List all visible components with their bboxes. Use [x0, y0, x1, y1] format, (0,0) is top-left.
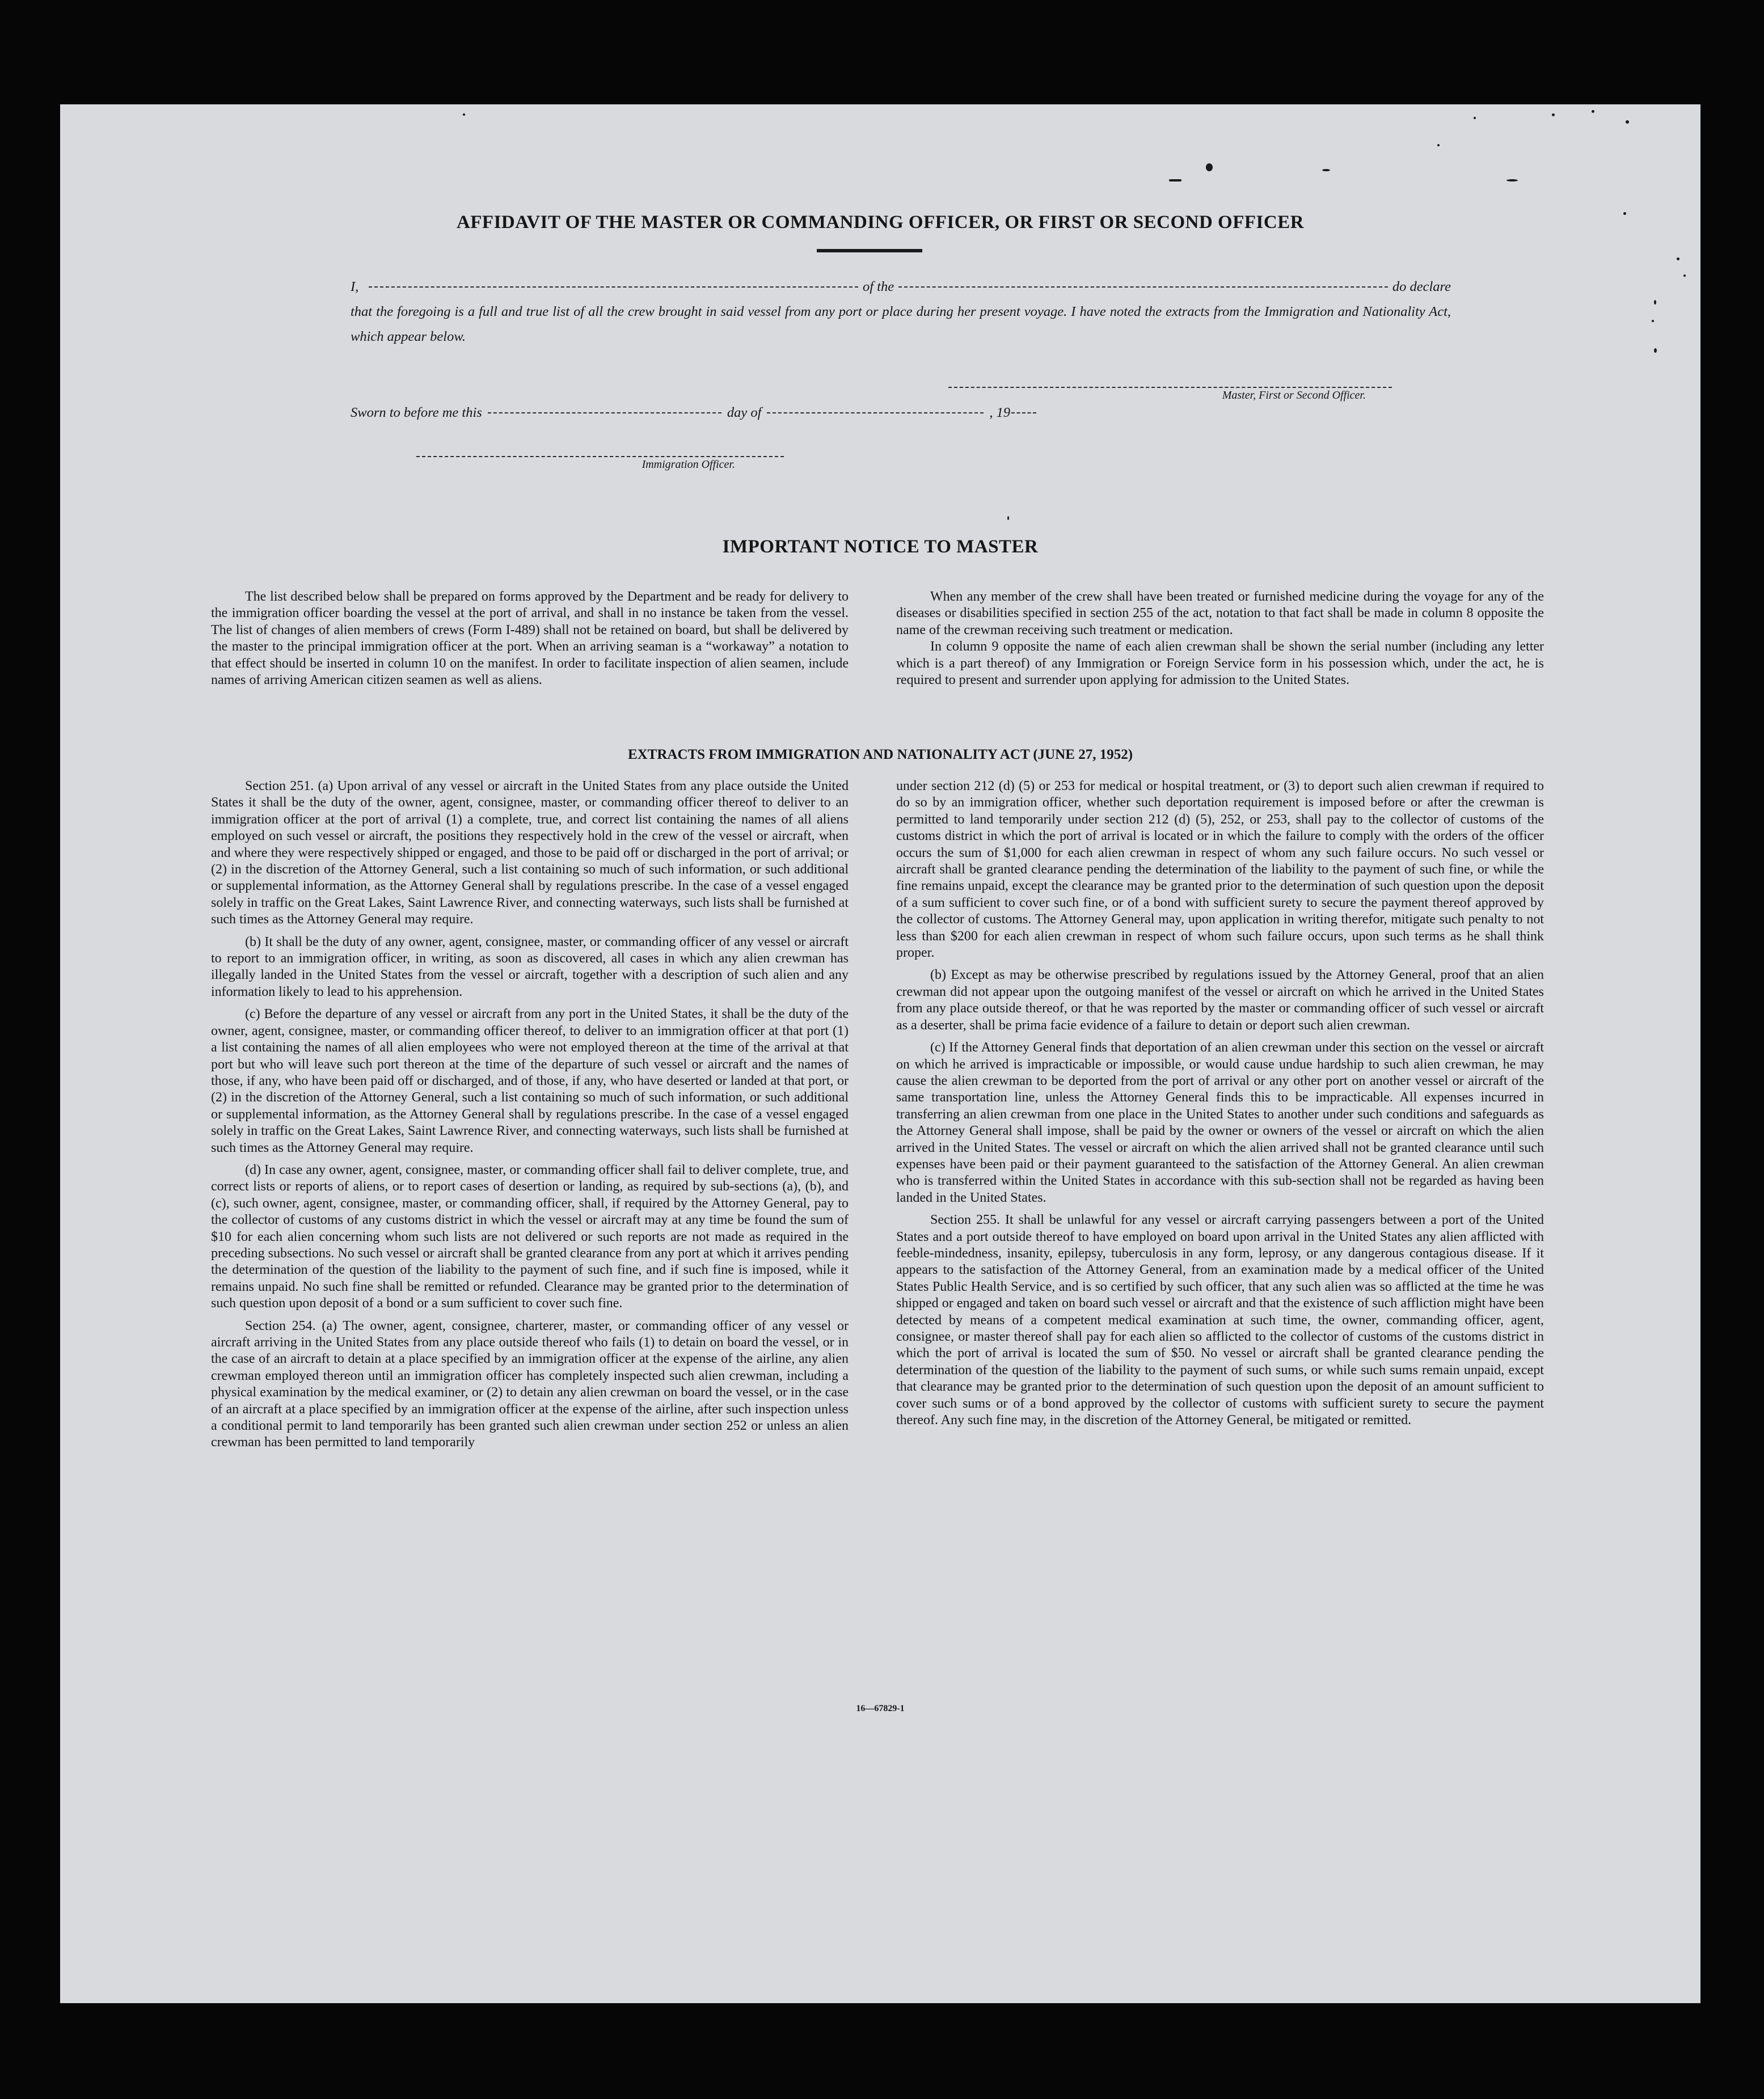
extracts-title: EXTRACTS FROM IMMIGRATION AND NATIONALITY ACT (JUNE 27, 1952)	[627, 747, 1133, 762]
scan-speck	[1552, 113, 1555, 116]
immigration-signature-caption: Immigration Officer.	[642, 458, 735, 471]
scan-speck	[1654, 300, 1656, 305]
section-paragraph: Section 254. (a) The owner, agent, consignee, charterer, master, or commanding officer of any vessel or aircraft arriving in the United States from any place outside thereof who fails (1) to detain on board the vessel, or in the case of an aircraft to detain at a place specified by an immigration officer at the expense of the airline, any alien crewman employed thereon until an immigration officer has completely inspected such alien crewman, including a physical examination by the medical examiner, or (2) to detain any alien crewman on board the vessel, or in the case of an aircraft at a place specified by an immigration officer at the expense of the airline, after such inspection unless a conditional permit to land temporarily has been granted such alien crewman under section 252 or unless an alien crewman has been permitted to land temporarily	[211, 1318, 849, 1450]
notice-paragraph: The list described below shall be prepared on forms approved by the Department and be ready for delivery to the immigration officer boarding the vessel at the port of arrival, and shall in no instance be taken from the vessel. The list of changes of alien members of crews (Form I-489) shall not be retained on board, but shall be delivered by the master to the principal immigration officer at the port. When an arriving seaman is a “workaway” a notation to that effect should be inserted in column 10 on the manifest. In order to facilitate inspection of alien seamen, include names of arriving American citizen seamen as well as aliens.	[211, 589, 849, 688]
master-signature-line[interactable]	[948, 387, 1392, 388]
sworn-month-blank[interactable]	[767, 412, 984, 413]
section-paragraph: (b) It shall be the duty of any owner, agent, consignee, master, or commanding officer of any vessel or aircraft to report to an immigration officer, in writing, as soon as discovered, all cases in which any alien crewman has illegally landed in the United States from the vessel or aircraft, together with a description of such alien and any information likely to lead to his apprehension.	[211, 934, 849, 999]
scan-speck	[1683, 274, 1686, 277]
section-paragraph: under section 212 (d) (5) or 253 for medical or hospital treatment, or (3) to deport such alien crewman if required to do so by an immigration officer, whether such deportation requirement is imposed before or after the crewman is permitted to land temporarily under section 212 (d) (5), 252, or 253, shall pay to the collector of customs of the customs district in which the port of arrival is located or in which the failure to comply with the orders of the officer occurs the sum of $1,000 for each alien crewman in respect of whom any such failure occurs. No such vessel or aircraft shall be granted clearance pending the determination of the liability to the payment of such fine, or while the fine remains unpaid, except the clearance may be granted prior to the determination of such question upon the deposit of a sum sufficient to cover such fine, or of a bond with sufficient surety to secure the payment thereof approved by the collector of customs. The Attorney General may, upon application in writing therefor, mitigate such penalty to not less than $200 for each alien crewman in respect of whom such failure occurs, upon such terms as he shall think proper.	[896, 779, 1544, 961]
affidavit-title: AFFIDAVIT OF THE MASTER OR COMMANDING OFFICER, OR FIRST OR SECOND OFFICER	[456, 212, 1305, 233]
notice-right-column	[896, 589, 1544, 689]
immigration-signature-line[interactable]	[416, 456, 784, 457]
of-the-label: of the	[863, 279, 894, 294]
scan-speck	[1626, 120, 1629, 124]
title-rule	[817, 249, 922, 252]
vessel-blank[interactable]	[898, 286, 1388, 288]
scan-speck	[1592, 110, 1594, 113]
section-paragraph: (d) In case any owner, agent, consignee, master, or commanding officer shall fail to deliver complete, true, and correct lists or reports of aliens, or to report cases of desertion or landing, as required by sub-sections (a), (b), and (c), such owner, agent, consignee, master, or commanding officer, shall, if required by the Attorney General, pay to the collector of customs of any customs district in which the vessel or aircraft may at any time be found the sum of $10 for each alien concerning whom such lists are not delivered or such reports are not made as required in the preceding subsections. No such vessel or aircraft shall be granted clearance from any port at which it arrives pending the determination of the question of the liability to the payment of such fine, and if such fine is imposed, while it remains unpaid. No such fine shall be remitted or refunded. Clearance may be granted prior to the determination of such question upon deposit of a bond or a sum sufficient to cover such fine.	[211, 1162, 849, 1311]
i-label: I,	[351, 279, 359, 294]
scan-speck	[1654, 348, 1657, 353]
sworn-year-blank[interactable]	[1011, 412, 1036, 413]
form-page	[60, 104, 1700, 2003]
master-signature-caption: Master, First or Second Officer.	[1222, 389, 1366, 402]
scan-speck	[1652, 320, 1654, 322]
year-label: , 19	[989, 405, 1011, 420]
scan-speck	[1169, 179, 1181, 181]
extracts-left-column	[211, 778, 849, 1451]
declare-label: do declare	[1392, 279, 1451, 294]
declaration-first-line	[351, 274, 1451, 299]
notice-title: IMPORTANT NOTICE TO MASTER	[722, 537, 1039, 557]
section-paragraph: (c) Before the departure of any vessel or aircraft from any port in the United States, it shall be the duty of the owner, agent, consignee, master, or commanding officer thereof, to deliver to an immigration officer at that port (1) a list containing the names of all alien employees who were not employed thereon at the time of the arrival at that port but who will leave such port thereon at the time of the departure of such vessel or aircraft and the names of those, if any, who have been paid off or discharged, and of those, if any, who have deserted or landed at that port, or (2) in the discretion of the Attorney General, such a list containing so much of such information, or such additional or supplemental information, as the Attorney General shall by regulations prescribe. In the case of a vessel engaged solely in traffic on the Great Lakes, Saint Lawrence River, and connecting waterways, such lists shall be furnished at such times as the Attorney General may require.	[211, 1007, 849, 1155]
declaration-block	[351, 274, 1451, 349]
scan-speck	[1007, 516, 1009, 520]
scan-speck	[1437, 144, 1440, 146]
section-paragraph: (c) If the Attorney General finds that deportation of an alien crewman under this section on the vessel or aircraft on which he arrived is impracticable or impossible, or would cause undue hardship to such alien crewman, he may cause the alien crewman to be deported from the port of arrival or any other port on another vessel or aircraft of the same transportation line, unless the Attorney General finds this to be impracticable. All expenses incurred in transferring an alien crewman from one place in the United States to another under such conditions and safeguards as the Attorney General shall impose, shall be paid by the owner or owners of the vessel or aircraft on which the alien arrived in the United States. The vessel or aircraft on which the alien arrived shall not be granted clearance until such expenses have been paid or their payment guaranteed to the satisfaction of the Attorney General. An alien crewman who is transferred within the United States in accordance with this sub-section shall not be regarded as having been landed in the United States.	[896, 1040, 1544, 1205]
scan-speck	[1322, 169, 1330, 171]
section-paragraph: Section 255. It shall be unlawful for any vessel or aircraft carrying passengers between a port of the United States and a port outside thereof to have employed on board upon arrival in the United States any alien afflicted with feeble-mindedness, insanity, epilepsy, tuberculosis in any form, leprosy, or any dangerous contagious disease. If it appears to the satisfaction of the Attorney General, from an examination made by a medical officer of the United States Public Health Service, and is so certified by such officer, that any such alien was so afflicted at the time he was shipped or engaged and taken on board such vessel or aircraft and that the existence of such affliction might have been detected by means of a competent medical examination at such time, the owner, commanding officer, agent, consignee, or master thereof shall pay for each alien so afflicted to the collector of customs of the customs district in which the port of arrival is located the sum of $50. No vessel or aircraft shall be granted clearance pending the determination of the question of the liability to the payment of such sums, or while such sums remain unpaid, except that clearance may be granted prior to the determination of such question upon the deposit of an amount sufficient to cover such sums or of a bond approved by the collector of customs with sufficient surety to secure the payment thereof. Any such fine may, in the discretion of the Attorney General, be mitigated or remitted.	[896, 1213, 1544, 1428]
scan-speck	[1506, 179, 1518, 181]
notice-paragraph: When any member of the crew shall have been treated or furnished medicine during the voyage for any of the diseases or disabilities specified in section 255 of the act, notation to that fact shall be made in column 8 opposite the name of the crewman receiving such treatment or medication.	[896, 589, 1544, 637]
form-number: 16—67829-1	[856, 1704, 905, 1713]
section-paragraph: (b) Except as may be otherwise prescribed by regulations issued by the Attorney General, proof that an alien crewman did not appear upon the outgoing manifest of the vessel or aircraft on which he arrived in the United States from any place outside thereof, or that he was reported by the master or commanding officer of such vessel or aircraft as a deserter, shall be prima facie evidence of a failure to detain or deport such alien crewman.	[896, 968, 1544, 1033]
section-paragraph: Section 251. (a) Upon arrival of any vessel or aircraft in the United States from any place outside the United States it shall be the duty of the owner, agent, consignee, master, or commanding officer thereof to deliver to an immigration officer at the port of arrival (1) a complete, true, and correct list containing the names of all aliens employed on such vessel or aircraft, the positions they respectively hold in the crew of the vessel or aircraft, when and where they were respectively shipped or engaged, and those to be paid off or discharged in the port of arrival; or (2) in the discretion of the Attorney General, such a list containing so much of such information, or such additional or supplemental information, as the Attorney General shall by regulations prescribe. In the case of a vessel engaged solely in traffic on the Great Lakes, Saint Lawrence River, and connecting waterways, such lists shall be furnished at such times as the Attorney General may require.	[211, 779, 849, 927]
scan-speck	[1206, 163, 1213, 171]
declaration-text: that the foregoing is a full and true list of all the crew brought in said vessel from any port or place during her present voyage. I have noted the extracts from the Immigration and Nationality Act, which appear below.	[351, 304, 1451, 344]
scan-speck	[463, 113, 465, 116]
extracts-right-column	[896, 778, 1544, 1429]
name-blank[interactable]	[369, 286, 858, 288]
sworn-day-blank[interactable]	[488, 412, 721, 413]
scan-speck	[1677, 257, 1679, 260]
sworn-label: Sworn to before me this	[351, 405, 482, 420]
notice-paragraph: In column 9 opposite the name of each alien crewman shall be shown the serial number (including any letter which is a part thereof) of any Immigration or Foreign Service form in his possession which, under the act, he is required to present and surrender upon applying for admission to the United States.	[896, 639, 1544, 688]
day-of-label: day of	[727, 405, 762, 420]
sworn-line	[351, 405, 1042, 421]
notice-left-column	[211, 589, 849, 689]
scan-speck	[1474, 117, 1476, 119]
